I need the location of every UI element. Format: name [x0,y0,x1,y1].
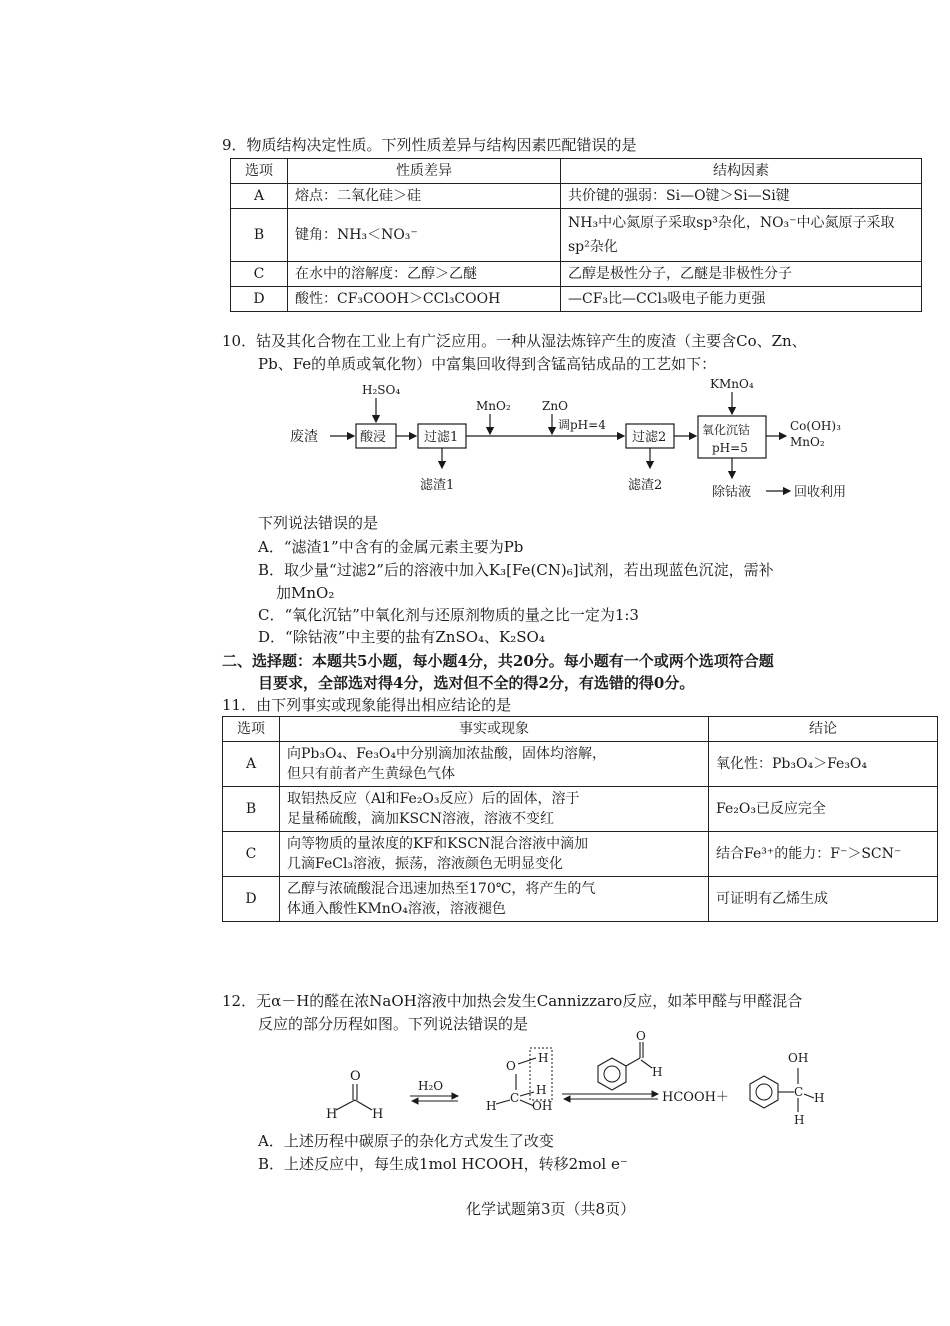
table-row [223,742,938,787]
flow-kmno4-label: KMnO₄ [710,377,754,391]
q10-option-b-cont: 加MnO₂ [276,584,335,602]
atom-h: H [652,1065,663,1079]
q10-process-flowchart [290,372,870,504]
flow-decobalt-label: 除钴液 [712,485,752,500]
flow-filter1-box: 过滤1 [424,430,459,445]
q12-reaction-scheme [310,1029,870,1130]
conclusion: 可证明有乙烯生成 [709,877,938,922]
benzyl-alcohol-structure [750,1051,824,1127]
table-row [223,787,938,832]
q9-stem: 9．物质结构决定性质。下列性质差异与结构因素匹配错误的是 [222,136,637,154]
fact-line: 乙醇与浓硫酸混合迅速加热至170℃，将产生的气 [287,881,596,897]
q11-stem: 11．由下列事实或现象能得出相应结论的是 [222,696,512,714]
property-difference: 酸性：CF₃COOH＞CCl₃COOH [288,287,561,312]
option-label: C [223,832,280,877]
fact-line: 体通入酸性KMnO₄溶液，溶液褪色 [287,901,506,917]
q10-option-c: C．“氧化沉钴”中氧化剂与还原剂物质的量之比一定为1:3 [258,606,639,624]
flow-filter2-box: 过滤2 [632,430,667,445]
header-option: 选项 [223,717,280,742]
atom-oh: OH [788,1051,809,1065]
q12-option-a: A．上述历程中碳原子的杂化方式发生了改变 [258,1132,554,1150]
hcooh-product-label: HCOOH＋ [662,1090,729,1105]
structural-factor: 乙醇是极性分子，乙醚是非极性分子 [561,262,922,287]
conclusion: Fe₂O₃已反应完全 [709,787,938,832]
section2-heading-line1: 二、选择题：本题共5小题，每小题4分，共20分。每小题有一个或两个选项符合题 [222,652,774,670]
flow-product-mno2: MnO₂ [790,435,825,449]
flow-mno2-label: MnO₂ [476,399,511,413]
hydrate-intermediate-structure [486,1048,552,1113]
atom-o: O [636,1029,646,1043]
atom-h: H [814,1091,825,1105]
flow-oxidation-box-line1: 氧化沉钴 [702,423,751,437]
atom-h: H [372,1107,384,1122]
atom-h: H [326,1107,338,1122]
q10-option-d: D．“除钴液”中主要的盐有ZnSO₄、K₂SO₄ [258,628,545,646]
flow-adjust-ph-label: 调pH=4 [558,418,606,432]
q10-stem-line1: 10．钴及其化合物在工业上有广泛应用。一种从湿法炼锌产生的废渣（主要含Co、Zn、 [222,332,807,350]
property-difference: 在水中的溶解度：乙醇＞乙醚 [288,262,561,287]
fact-line: 足量稀硫酸，滴加KSCN溶液，溶液不变红 [287,811,555,827]
table-row [231,287,922,312]
option-label: D [231,287,288,312]
option-label: D [223,877,280,922]
header-conclusion: 结论 [709,717,938,742]
q12-stem-line2: 反应的部分历程如图。下列说法错误的是 [258,1015,529,1033]
option-label: A [231,184,288,209]
option-label: B [223,787,280,832]
fact-line: 取铝热反应（Al和Fe₂O₃反应）后的固体，溶于 [287,791,580,807]
fact-line: 但只有前者产生黄绿色气体 [287,766,455,782]
atom-h: H [538,1051,549,1065]
fact-line: 向Pb₃O₄、Fe₃O₄中分别滴加浓盐酸，固体均溶解， [287,746,607,762]
table-header-row [231,159,922,184]
q10-ask: 下列说法错误的是 [258,514,379,532]
q10-option-a: A．“滤渣1”中含有的金属元素主要为Pb [258,538,524,556]
flow-recycle-label: 回收利用 [794,485,847,500]
fact-cell [280,877,709,922]
structural-factor: 共价键的强弱：Si—O键＞Si—Si键 [561,184,922,209]
table-row [231,209,922,262]
fact-line: 向等物质的量浓度的KF和KSCN混合溶液中滴加 [287,836,589,852]
atom-o: O [350,1069,361,1084]
table-row [223,832,938,877]
flow-zno-label: ZnO [542,399,568,413]
property-difference: 熔点：二氧化硅＞硅 [288,184,561,209]
q12-option-b: B．上述反应中，每生成1mol HCOOH，转移2mol e⁻ [258,1155,628,1173]
structural-factor: —CF₃比—CCl₃吸电子能力更强 [561,287,922,312]
fact-cell [280,787,709,832]
atom-c: C [510,1091,520,1105]
table-row [231,262,922,287]
atom-h: H [794,1113,805,1127]
flow-leach-box: 酸浸 [360,430,387,445]
flow-residue1-label: 滤渣1 [420,478,455,493]
property-difference: 键角：NH₃＜NO₃⁻ [288,209,561,262]
flow-residue2-label: 滤渣2 [628,478,663,493]
q9-table [230,158,922,312]
conclusion: 氧化性：Pb₃O₄＞Fe₃O₄ [709,742,938,787]
q10-option-b: B．取少量“过滤2”后的溶液中加入K₃[Fe(CN)₆]试剂，若出现蓝色沉淀，需补 [258,561,774,579]
fact-cell [280,832,709,877]
table-header-row [223,717,938,742]
flow-waste-label: 废渣 [290,429,318,445]
header-option: 选项 [231,159,288,184]
header-fact: 事实或现象 [280,717,709,742]
atom-oh: OH [532,1099,553,1113]
q11-table [222,716,938,922]
fact-cell [280,742,709,787]
q10-stem-line2: Pb、Fe的单质或氧化物）中富集回收得到含锰高钴成品的工艺如下： [258,355,717,373]
section2-heading-line2: 目要求，全部选对得4分，选对但不全的得2分，有选错的得0分。 [258,674,695,692]
structural-factor: NH₃中心氮原子采取sp³杂化，NO₃⁻中心氮原子采取sp²杂化 [561,209,922,262]
option-label: B [231,209,288,262]
conclusion: 结合Fe³⁺的能力：F⁻＞SCN⁻ [709,832,938,877]
table-row [231,184,922,209]
header-property-difference: 性质差异 [288,159,561,184]
benzaldehyde-structure [598,1029,662,1090]
formaldehyde-structure [326,1069,383,1122]
atom-o: O [506,1059,516,1073]
header-structural-factor: 结构因素 [561,159,922,184]
atom-h: H [486,1099,497,1113]
flow-h2so4-label: H₂SO₄ [362,383,401,397]
flow-product-cooh3: Co(OH)₃ [790,419,841,433]
fact-line: 几滴FeCl₃溶液，振荡，溶液颜色无明显变化 [287,856,564,872]
atom-c: C [794,1085,804,1099]
q12-stem-line1: 12．无α－H的醛在浓NaOH溶液中加热会发生Cannizzaro反应，如苯甲醛与甲醛混合 [222,992,803,1010]
flow-oxidation-box-line2: pH=5 [712,441,748,455]
table-row [223,877,938,922]
option-label: A [223,742,280,787]
option-label: C [231,262,288,287]
page-footer: 化学试题第3页（共8页） [466,1200,636,1218]
atom-h: H [536,1083,547,1097]
water-label: H₂O [418,1079,444,1093]
